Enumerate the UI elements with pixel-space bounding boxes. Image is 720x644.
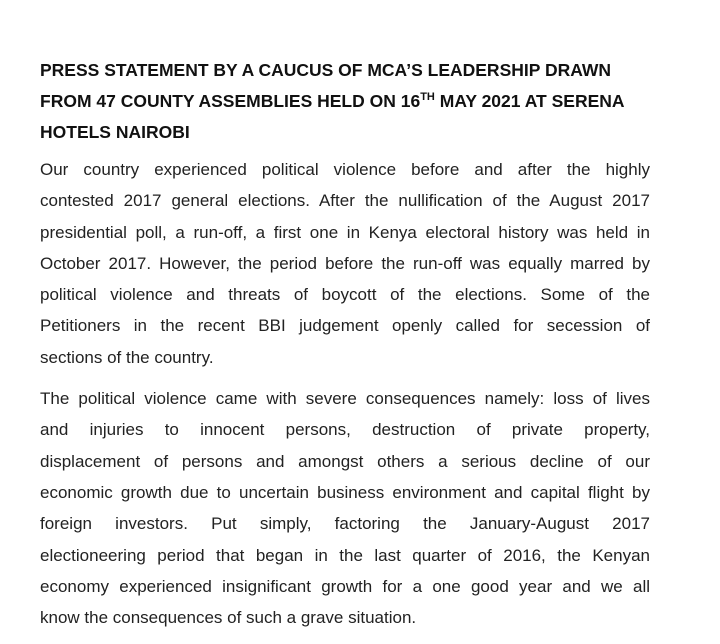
press-statement-title (40, 55, 650, 148)
paragraph-line: foreign investors. Put simply, factoring the January-August 2017 (40, 514, 650, 534)
title-ordinal-superscript: TH (420, 91, 435, 104)
title-line-2-end: MAY 2021 AT SERENA (434, 91, 625, 111)
paragraph-line: political violence and threats of boycott of the elections. Some of the (40, 285, 650, 305)
paragraph-line: know the consequences of such a grave situation. (40, 608, 417, 628)
paragraph-political-violence (40, 154, 650, 373)
document-page (40, 55, 650, 643)
paragraph-line: presidential poll, a run-off, a first one in Kenya electoral history was held in (40, 222, 650, 242)
paragraph-line: displacement of persons and amongst others a serious decline of our (40, 451, 650, 471)
paragraph-line: The political violence came with severe consequences namely: loss of lives (40, 389, 650, 409)
title-line-3: HOTELS NAIROBI (40, 122, 190, 142)
paragraph-line: October 2017. However, the period before the run-off was equally marred by (40, 253, 650, 273)
title-line-2 (40, 86, 650, 117)
paragraph-line: contested 2017 general elections. After the nullification of the August 2017 (40, 191, 650, 211)
paragraph-line: economic growth due to uncertain business environment and capital flight by (40, 482, 650, 502)
paragraph-line: sections of the country. (40, 347, 214, 367)
paragraph-line: electioneering period that began in the last quarter of 2016, the Kenyan (40, 545, 650, 565)
paragraph-line: and injuries to innocent persons, destruction of private property, (40, 420, 650, 440)
title-line-2-start: FROM 47 COUNTY ASSEMBLIES HELD ON 16 (40, 91, 421, 111)
paragraph-consequences (40, 383, 650, 633)
title-line-1: PRESS STATEMENT BY A CAUCUS OF MCA’S LEADERSHIP DRAWN (40, 60, 612, 80)
paragraph-line: Our country experienced political violence before and after the highly (40, 160, 650, 179)
paragraph-line: economy experienced insignificant growth for a one good year and we all (40, 576, 650, 596)
paragraph-line: Petitioners in the recent BBI judgement openly called for secession of (40, 316, 650, 336)
